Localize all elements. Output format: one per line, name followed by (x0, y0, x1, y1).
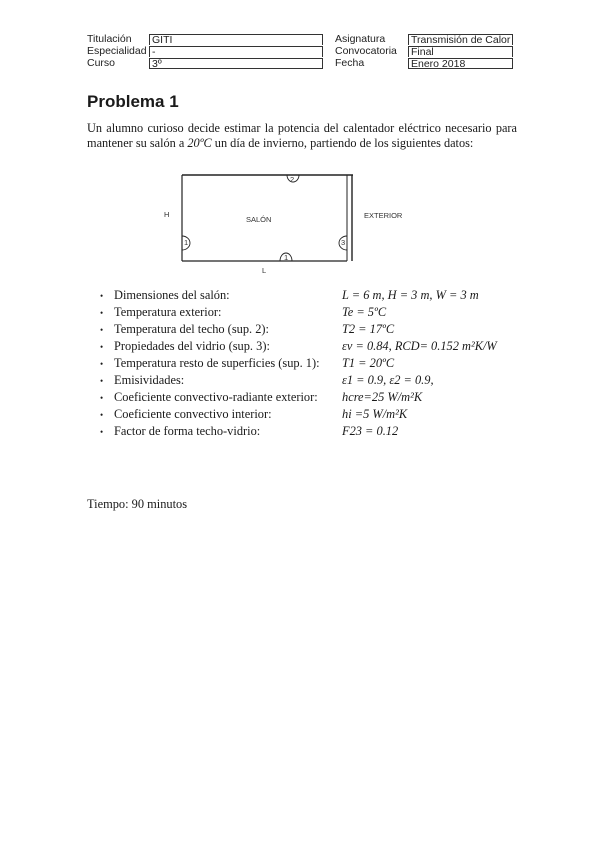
data-value-exterior-coefficient: hcre=25 W/m²K (342, 390, 423, 404)
length-label: L (262, 266, 267, 275)
statement-text-start: Un alumno curioso decide estimar la potencia del calentador eléctrico necesario para mantener su salón a (87, 121, 517, 150)
bullet-icon: • (100, 359, 104, 369)
data-item-label: Temperatura del techo (sup. 2): (114, 322, 269, 336)
header-label-asignatura: Asignatura (335, 33, 386, 45)
room-label: SALÓN (246, 215, 272, 224)
data-item-label: Factor de forma techo-vidrio: (114, 424, 261, 438)
header-value-curso: 3º (149, 58, 323, 69)
statement-text-end: un día de invierno, partiendo de los siguientes datos: (211, 136, 474, 150)
bullet-icon: • (100, 410, 104, 420)
data-item-label: Dimensiones del salón: (114, 288, 230, 302)
data-value-ceiling-temp: T2 = 17ºC (342, 322, 395, 336)
header-value-fecha: Enero 2018 (408, 58, 513, 69)
bullet-icon: • (100, 342, 104, 352)
header-label-especialidad: Especialidad (87, 45, 147, 57)
data-item-dimensions (100, 287, 230, 304)
data-value-dimensions: L = 6 m, H = 3 m, W = 3 m (342, 288, 479, 302)
header-value-titulacion: GITI (149, 34, 323, 45)
data-value-interior-coefficient: hi =5 W/m²K (342, 407, 408, 421)
data-item-label: Temperatura resto de superficies (sup. 1): (114, 356, 320, 370)
data-value-glass-props: εv = 0.84, RCD= 0.152 m²K/W (342, 339, 497, 353)
surface-1-left-marker: 1 (184, 238, 189, 247)
data-value-exterior-temp: Te = 5ºC (342, 305, 387, 319)
header-value-asignatura: Transmisión de Calor (408, 34, 513, 45)
surface-1-bottom-marker: 1 (284, 253, 289, 262)
problem-title: Problema 1 (87, 92, 179, 111)
data-value-emissivities: ε1 = 0.9, ε2 = 0.9, (342, 373, 434, 387)
data-value-other-surfaces-temp: T1 = 20ºC (342, 356, 395, 370)
data-item-label: Coeficiente convectivo interior: (114, 407, 272, 421)
surface-2-marker: 2 (290, 175, 295, 184)
height-label: H (164, 210, 170, 219)
header-label-convocatoria: Convocatoria (335, 45, 397, 57)
bullet-icon: • (100, 376, 104, 386)
bullet-icon: • (100, 393, 104, 403)
bullet-icon: • (100, 325, 104, 335)
data-item-exterior-coefficient (100, 389, 318, 406)
data-item-glass-props (100, 338, 270, 355)
header-value-convocatoria: Final (408, 46, 513, 57)
bullet-icon: • (100, 427, 104, 437)
header-value-especialidad: - (149, 46, 323, 57)
data-item-exterior-temp (100, 304, 222, 321)
data-item-other-surfaces-temp (100, 355, 320, 372)
data-item-label: Emisividades: (114, 373, 185, 387)
data-item-label: Propiedades del vidrio (sup. 3): (114, 339, 270, 353)
bullet-icon: • (100, 308, 104, 318)
data-item-label: Temperatura exterior: (114, 305, 222, 319)
data-item-ceiling-temp (100, 321, 269, 338)
header-label-titulacion: Titulación (87, 33, 132, 45)
data-item-emissivities (100, 372, 184, 389)
data-item-interior-coefficient (100, 406, 272, 423)
header-label-curso: Curso (87, 57, 116, 69)
data-value-view-factor: F23 = 0.12 (342, 424, 399, 438)
statement-temperature: 20ºC (187, 136, 212, 150)
header-label-fecha: Fecha (335, 57, 365, 69)
data-item-view-factor (100, 423, 260, 440)
bullet-icon: • (100, 291, 104, 301)
data-item-label: Coeficiente convectivo-radiante exterior: (114, 390, 318, 404)
surface-3-marker: 3 (341, 238, 346, 247)
time-limit: Tiempo: 90 minutos (87, 497, 188, 511)
exterior-label: EXTERIOR (364, 211, 403, 220)
